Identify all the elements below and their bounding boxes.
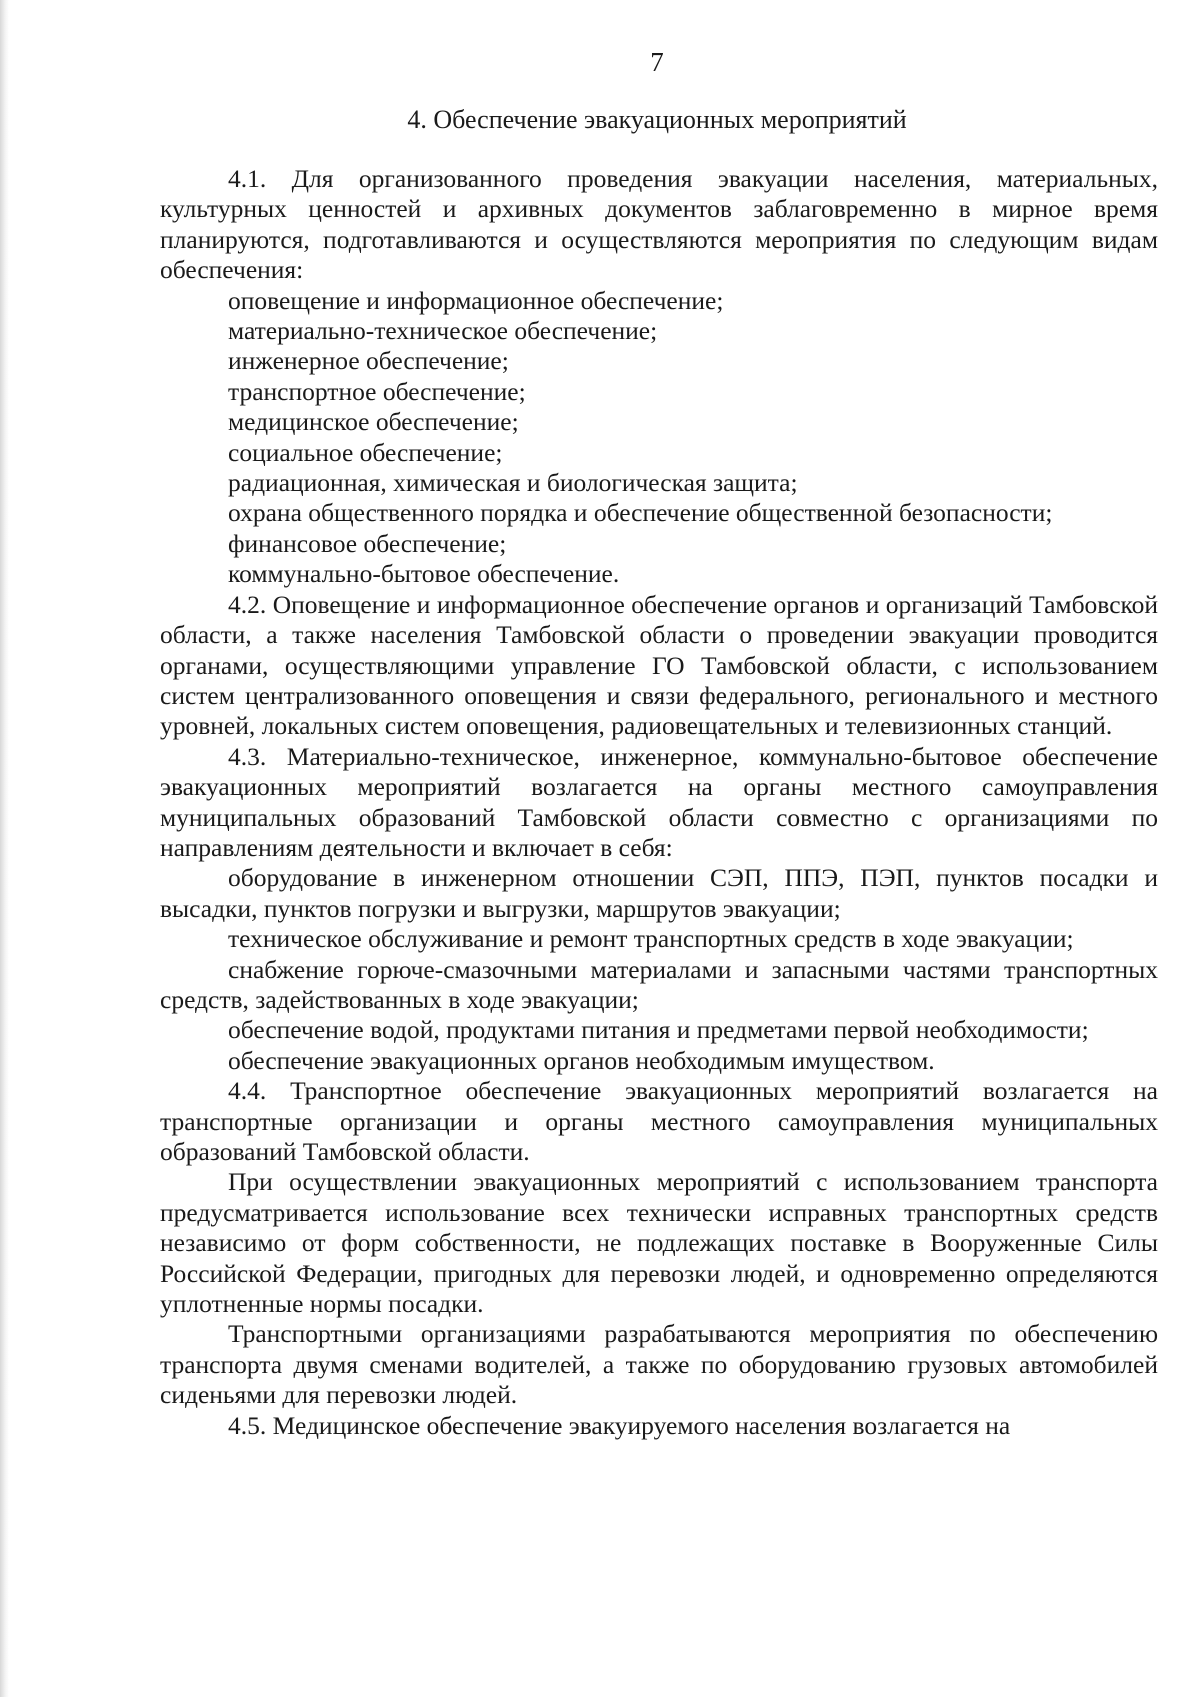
paragraph-4-3: 4.3. Материально-техническое, инженерное, коммунально-бытовое обеспечение эвакуационных мероприятий возлагается на органы местного самоуправления муниципальных образований Тамбовской области совместно с организациями по направлениям деятельности и включает в себя: xyxy=(160,741,1158,862)
list-item: финансовое обеспечение; xyxy=(228,528,507,558)
list-item: медицинское обеспечение; xyxy=(228,407,519,437)
section-title: 4. Обеспечение эвакуационных мероприятий xyxy=(407,105,907,134)
list-item: инженерное обеспечение; xyxy=(228,346,509,376)
list-item: коммунально-бытовое обеспечение. xyxy=(228,559,620,589)
paragraph: При осуществлении эвакуационных мероприятий с использованием транспорта предусматривается использование всех технически исправных транспортных средств независимо от форм собственности, не подлежащих поставке в Вооруженные Силы Российской Федерации, пригодных для перевозки людей, и одновременно определяются уплотненные нормы посадки. xyxy=(160,1167,1158,1319)
scan-edge-shadow xyxy=(0,0,9,1697)
list-item: транспортное обеспечение; xyxy=(228,376,526,406)
paragraph-4-4: 4.4. Транспортное обеспечение эвакуационных мероприятий возлагается на транспортные организации и органы местного самоуправления муниципальных образований Тамбовской области. xyxy=(160,1076,1158,1166)
list-item: обеспечение эвакуационных органов необходимым имуществом. xyxy=(228,1045,935,1075)
paragraph-4-5: 4.5. Медицинское обеспечение эвакуируемого населения возлагается на xyxy=(228,1410,1011,1440)
paragraph: Транспортными организациями разрабатываются мероприятия по обеспечению транспорта двумя сменами водителей, а также по оборудованию грузовых автомобилей сиденьями для перевозки людей. xyxy=(160,1319,1158,1410)
page-number: 7 xyxy=(650,47,664,77)
list-item: техническое обслуживание и ремонт транспортных средств в ходе эвакуации; xyxy=(228,924,1074,954)
paragraph-4-2: 4.2. Оповещение и информационное обеспечение органов и организаций Тамбовской области, а также населения Тамбовской области о проведении эвакуации проводится органами, осуществляющими управление ГО Тамбовской области, с использованием систем централизованного оповещения и связи федерального, регионального и местного уровней, локальных систем оповещения, радиовещательных и телевизионных станций. xyxy=(160,589,1158,741)
list-item: радиационная, химическая и биологическая защита; xyxy=(228,468,798,498)
document-body xyxy=(160,164,1158,1441)
paragraph-4-1: 4.1. Для организованного проведения эвакуации населения, материальных, культурных ценностей и архивных документов заблаговременно в мирное время планируются, подготавливаются и осуществляются мероприятия по следующим видам обеспечения: xyxy=(160,164,1158,285)
list-item: охрана общественного порядка и обеспечение общественной безопасности; xyxy=(228,498,1053,528)
list-item: оборудование в инженерном отношении СЭП, ППЭ, ПЭП, пунктов посадки и высадки, пунктов погрузки и выгрузки, маршрутов эвакуации; xyxy=(160,863,1158,923)
list-item: обеспечение водой, продуктами питания и предметами первой необходимости; xyxy=(228,1015,1089,1045)
list-item: снабжение горюче-смазочными материалами и запасными частями транспортных средств, задействованных в ходе эвакуации; xyxy=(160,954,1158,1014)
list-item: социальное обеспечение; xyxy=(228,437,503,467)
list-item: материально-техническое обеспечение; xyxy=(228,316,658,346)
list-item: оповещение и информационное обеспечение; xyxy=(228,285,724,315)
